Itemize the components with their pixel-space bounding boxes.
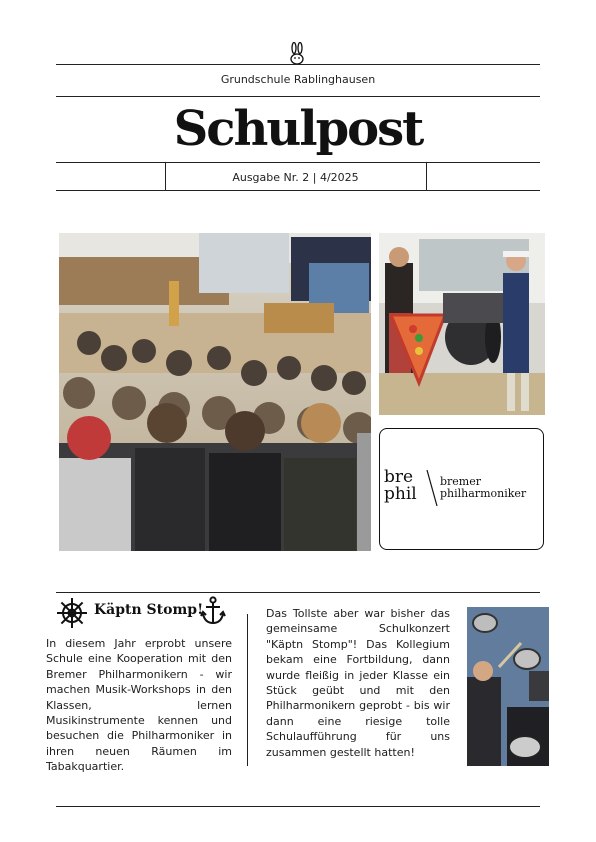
logo-short-top: bre: [384, 467, 414, 487]
drum-workshop-photo: [467, 607, 549, 766]
logo-short-mark: [384, 469, 417, 503]
logo-full-bottom: philharmoniker: [440, 487, 527, 500]
footer-rule: [56, 806, 540, 807]
article-headline-row: [56, 596, 232, 626]
page-title: Schulpost: [173, 101, 423, 157]
logo-full-name: [440, 476, 526, 500]
section-rule: [56, 592, 540, 593]
concert-photo: [59, 233, 371, 551]
bremer-philharmoniker-logo: [379, 428, 544, 550]
bunny-icon: [287, 42, 307, 66]
header-rule-top: [56, 64, 540, 65]
issue-divider-right: [426, 162, 427, 190]
header-rule-3: [56, 162, 540, 163]
header-rule-4: [56, 190, 540, 191]
school-name: Grundschule Rablinghausen: [220, 73, 376, 86]
article-headline: Käptn Stomp!: [94, 602, 204, 618]
article-paragraph-1: In diesem Jahr erprobt unsere Schule eine Kooperation mit den Bremer Philharmonikern - wir machen Musik-Workshops in den Klassen, lernen Musikinstrumente kennen und besuchen die Philharmoniker in ihren neuen Räumen im Tabakquartier.: [46, 637, 232, 774]
article-paragraph-2: Das Tollste aber war bisher das gemeinsame Schulkonzert "Käptn Stomp"! Das Kollegium bekam eine Fortbildung, dann wurde fleißig in jeder Klasse ein Stück geübt und mit den Philharmonikern geprobt - bis wir dann eine riesige tolle Schulaufführung für uns zusammen gestellt hatten!: [266, 607, 450, 759]
logo-full-top: bremer: [440, 475, 482, 488]
column-divider: [247, 614, 248, 766]
logo-short-bottom: phil: [384, 484, 417, 504]
ships-wheel-icon: [56, 597, 88, 629]
issue-number: Ausgabe Nr. 2 | 4/2025: [232, 171, 359, 184]
logo-slash-icon: [426, 469, 438, 507]
anchor-icon: [200, 596, 226, 626]
performers-photo: [379, 233, 545, 415]
